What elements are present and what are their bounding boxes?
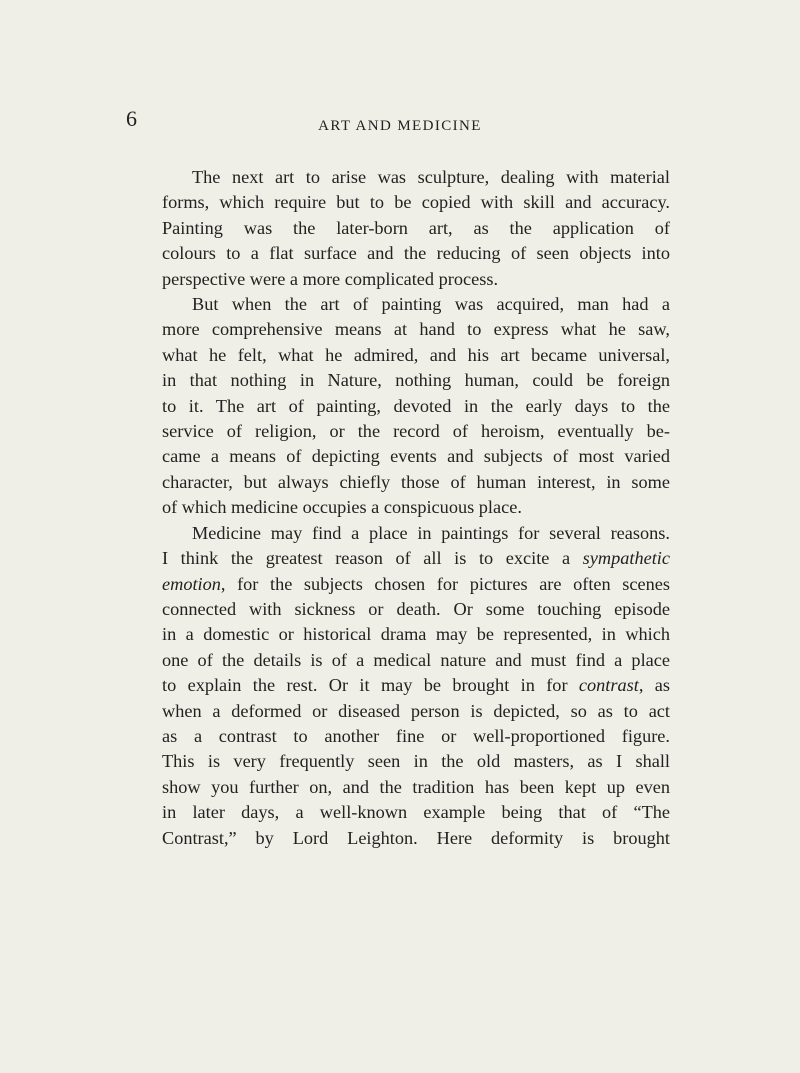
text-line: This is very frequently seen in the old masters, as I shall xyxy=(162,751,670,772)
italic-phrase: contrast xyxy=(578,675,639,696)
running-head: ART AND MEDICINE xyxy=(318,118,482,134)
text-line: The next art to arise was sculpture, dealing with material xyxy=(192,167,670,187)
italic-phrase: emotion xyxy=(162,573,221,594)
text-run: , for the subjects chosen for pictures are often scenes xyxy=(220,573,670,594)
text-run: , as xyxy=(638,675,671,696)
paragraph-3 xyxy=(162,521,670,851)
text-line: what he felt, what he admired, and his art became universal, xyxy=(162,344,670,365)
text-line: in that nothing in Nature, nothing human, could be foreign xyxy=(162,370,670,391)
text-line: of which medicine occupies a conspicuous place. xyxy=(162,497,522,518)
text-line: perspective were a more complicated process. xyxy=(162,268,499,289)
text-line: Painting was the later-born art, as the application of xyxy=(162,217,670,238)
paragraph-2 xyxy=(162,292,670,521)
page-number: 6 xyxy=(126,106,137,131)
text-line: connected with sickness or death. Or some touching episode xyxy=(162,598,670,619)
text-line: as a contrast to another fine or well-proportioned figure. xyxy=(162,725,670,746)
text-line: Medicine may find a place in paintings for several reasons. xyxy=(192,522,670,543)
italic-phrase: sympathetic xyxy=(582,548,670,569)
text-line: show you further on, and the tradition has been kept up even xyxy=(162,776,670,797)
text-line xyxy=(162,572,670,597)
text-line: when a deformed or diseased person is depicted, so as to act xyxy=(162,700,670,721)
body-text xyxy=(162,165,670,851)
text-line xyxy=(162,546,670,571)
text-line: Contrast,” by Lord Leighton. Here deformity is brought xyxy=(162,827,670,848)
text-line: colours to a flat surface and the reducing of seen objects into xyxy=(162,243,670,264)
text-line: more comprehensive means at hand to express what he saw, xyxy=(162,319,670,340)
text-line: service of religion, or the record of heroism, eventually be- xyxy=(162,421,670,442)
text-line: forms, which require but to be copied with skill and accuracy. xyxy=(162,192,670,213)
paragraph-1 xyxy=(162,165,670,292)
text-line: came a means of depicting events and subjects of most varied xyxy=(162,446,670,467)
text-run: I think the greatest reason of all is to excite a xyxy=(162,548,583,569)
text-line: character, but always chiefly those of human interest, in some xyxy=(162,471,670,492)
text-line xyxy=(162,673,670,698)
text-line: one of the details is of a medical nature and must find a place xyxy=(162,649,670,670)
text-run: to explain the rest. Or it may be brought in for xyxy=(162,675,579,696)
text-line: in a domestic or historical drama may be represented, in which xyxy=(162,624,670,645)
text-line: But when the art of painting was acquired, man had a xyxy=(192,294,670,315)
text-line: in later days, a well-known example being that of “The xyxy=(162,802,670,823)
text-line: to it. The art of painting, devoted in the early days to the xyxy=(162,395,670,416)
